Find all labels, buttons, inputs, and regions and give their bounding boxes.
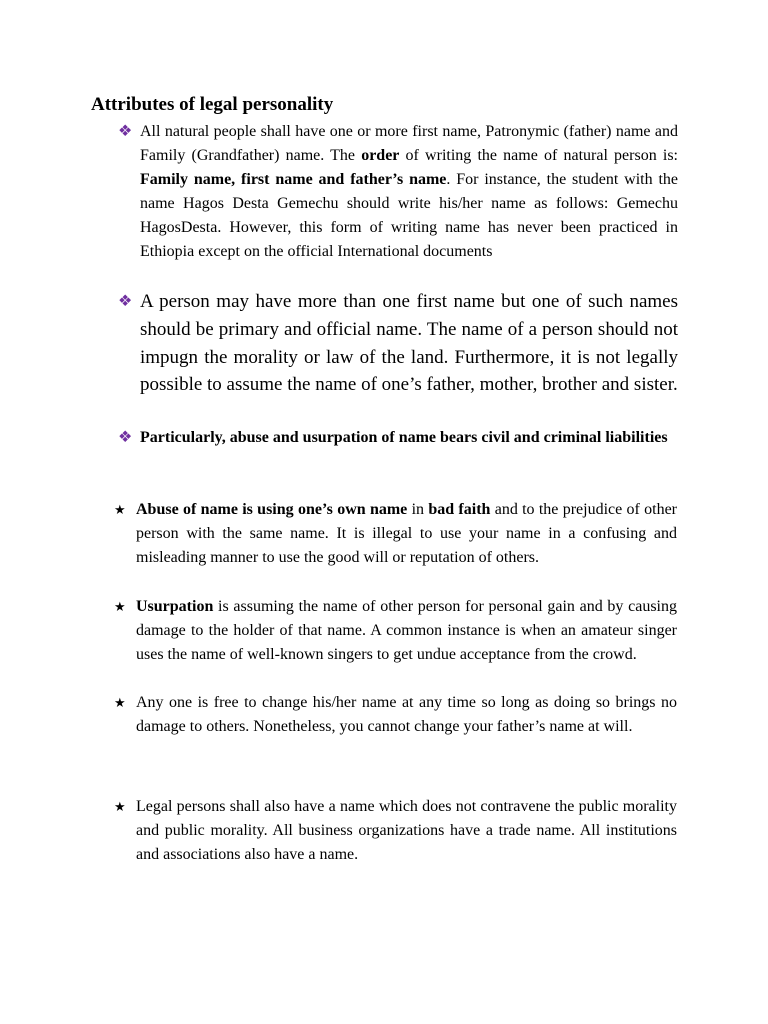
section-heading: Attributes of legal personality <box>91 94 334 115</box>
bullet-item-legal-persons <box>114 795 677 867</box>
star-bullet-icon: ★ <box>114 502 126 517</box>
bullet-text: All natural people shall have one or more first name, Patronymic (father) name and Family (Grandfather) name. The <box>140 123 678 164</box>
bullet-text: Legal persons shall also have a name which does not contravene the public morality and public morality. All business organizations have a trade name. All institutions and associations also have a name. <box>136 798 677 863</box>
bullet-item-natural-names <box>118 120 679 264</box>
bullet-item-first-name <box>118 288 678 399</box>
diamond-bullet-icon: ❖ <box>118 293 133 310</box>
bullet-item-abuse-of-name <box>114 498 678 570</box>
bullet-item-usurpation <box>114 595 677 667</box>
bullet-text: is assuming the name of other person for personal gain and by causing damage to the holder of that name. A common instance is when an amateur singer uses the name of well-known singers to get undue acceptance from the crowd. <box>136 598 677 663</box>
bullet-item-liabilities <box>118 426 678 450</box>
bold-text: Family name, first name and father’s name <box>140 171 447 188</box>
bullet-item-change-name <box>114 691 677 739</box>
star-bullet-icon: ★ <box>114 799 126 814</box>
bullet-text: A person may have more than one first name but one of such names should be primary and official name. The name of a person should not impugn the morality or law of the land. Furthermore, it is not legally possible to assume the name of one’s father, mother, brother and sister. <box>140 291 678 396</box>
diamond-bullet-icon: ❖ <box>118 123 133 140</box>
bullet-text: and to the prejudice of other person with the same name. It is illegal to use your name in a confusing and misleading manner to use the good will or reputation of others. <box>136 501 678 566</box>
bold-text: bad faith <box>428 501 491 518</box>
bold-text: Abuse of name is using one’s own name <box>136 501 408 518</box>
bold-text: Usurpation <box>136 598 214 615</box>
bullet-text: . For instance, the student with the name Hagos Desta Gemechu should write his/her name as follows: Gemechu HagosDesta. However, this form of writing name has never been practiced in Ethiopia except on the official International documents <box>140 171 679 260</box>
bullet-text: of writing the name of natural person is: <box>399 147 678 164</box>
diamond-bullet-icon: ❖ <box>118 429 133 446</box>
bullet-text: in <box>407 501 429 518</box>
star-bullet-icon: ★ <box>114 695 126 710</box>
bullet-text: Any one is free to change his/her name at any time so long as doing so brings no damage to others. Nonetheless, you cannot change your father’s name at will. <box>136 694 677 735</box>
bold-text: order <box>361 147 400 164</box>
star-bullet-icon: ★ <box>114 599 126 614</box>
bold-text: Particularly, abuse and usurpation of name bears civil and criminal liabilities <box>140 429 668 446</box>
